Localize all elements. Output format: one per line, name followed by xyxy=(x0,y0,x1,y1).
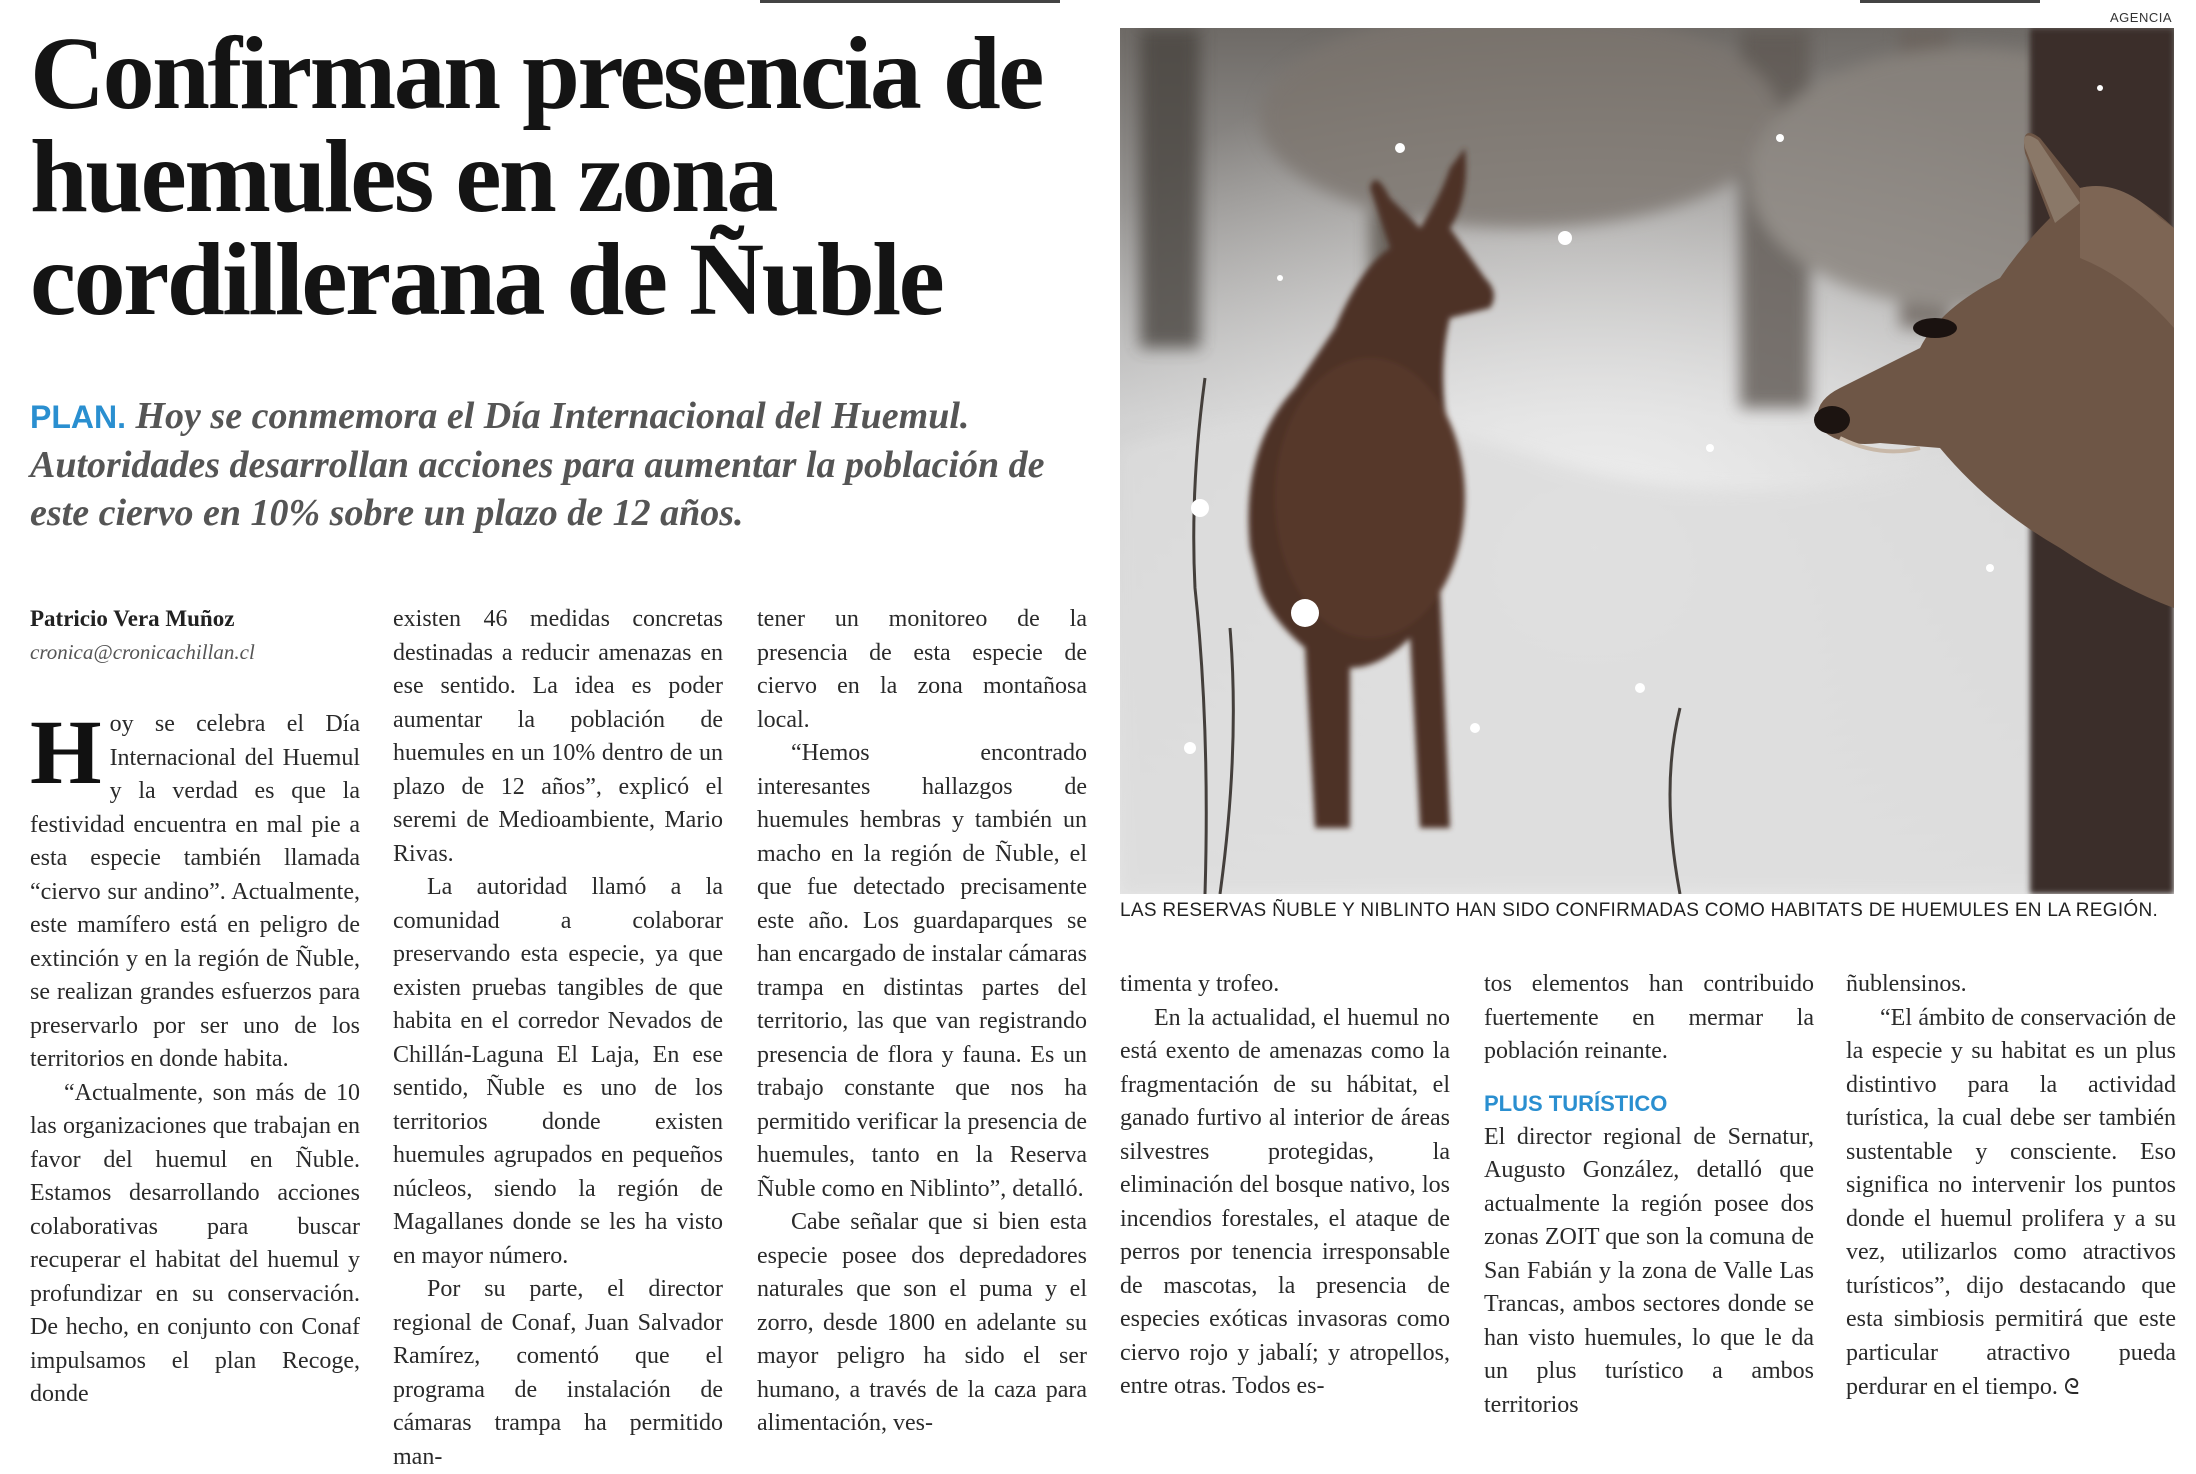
byline xyxy=(30,602,360,668)
deck xyxy=(30,392,1110,537)
author-name: Patricio Vera Muñoz xyxy=(30,606,235,631)
article-column-6 xyxy=(1846,968,2176,1405)
end-mark-icon: ᘓ xyxy=(2063,1374,2080,1399)
paragraph: “El ámbito de conservación de la especie y su habitat es un plus distintivo para la actividad turística, la cual debe ser también sustentable y consciente. Eso significa no intervenir los puntos donde el huemul prolifera y a su vez, utilizarlos como atractivos turísticos”, dijo destacando que esta simbiosis permitirá que este particular atractivo pueda perdurar en el tiempo. ᘓ xyxy=(1846,1004,2176,1400)
author-email[interactable]: cronica@cronicachillan.cl xyxy=(30,640,255,664)
photo-credit: AGENCIA xyxy=(2109,10,2172,25)
paragraph: ñublensinos. xyxy=(1846,971,1967,997)
top-rule-left xyxy=(760,0,1060,3)
photo-caption: LAS RESERVAS ÑUBLE Y NIBLINTO HAN SIDO CONFIRMADAS COMO HABITATS DE HUEMULES EN LA REGIÓN. xyxy=(1120,900,2159,921)
huemul-photo xyxy=(1120,28,2174,894)
paragraph: timenta y trofeo. xyxy=(1120,971,1280,997)
drop-cap: H xyxy=(30,701,102,803)
article-column-3 xyxy=(757,603,1087,1441)
article-column-2 xyxy=(393,603,723,1474)
paragraph: En la actualidad, el huemul no está exento de amenazas como la fragmentación de su hábitat, el ganado furtivo al interior de áreas silvestres protegidas, la eliminación del bosque nativo, los incendios forestales, el ataque de perros por tenencia irresponsable de mascotas, la presencia de especies exóticas invasoras como ciervo rojo y jabalí; y atropellos, entre otras. Todos es- xyxy=(1120,1004,1450,1399)
huemul-illustration xyxy=(1120,28,2174,894)
paragraph: “Hemos encontrado interesantes hallazgos de huemules hembras y también un macho en la región de Ñuble, el que fue detectado precisamente este año. Los guardaparques se han encargado de instalar cámaras trampa en distintas partes del territorio, las que van registrando presencia de flora y fauna. Es un trabajo constante que nos ha permitido verificar la presencia de huemules, tanto en la Reserva Ñuble como en Niblinto”, detalló. xyxy=(757,740,1087,1202)
paragraph: “Actualmente, son más de 10 las organizaciones que trabajan en favor del huemul en Ñuble. Estamos desarrollando acciones colaborativas para buscar recuperar el habitat del huemul y profundizar en su conservación. De hecho, en conjunto con Conaf impulsamos el plan Recoge, donde xyxy=(30,1079,360,1407)
article-column-4 xyxy=(1120,968,1450,1404)
paragraph: existen 46 medidas concretas destinadas a reducir amenazas en ese sentido. La idea es poder aumentar la población de huemules en un 10% dentro de un plazo de 12 años”, explicó el seremi de Medioambiente, Mario Rivas. xyxy=(393,606,723,867)
paragraph: Hoy se celebra el Día Internacional del Huemul y la verdad es que la festividad encuentra en mal pie a esta especie también llamada “ciervo sur andino”. Actualmente, este mamífero está en peligro de extinción y en la región de Ñuble, se realizan grandes esfuerzos para preservarlo por ser uno de los territorios en donde habita. xyxy=(30,701,360,1072)
top-rule-right xyxy=(1860,0,2040,3)
paragraph: El director regional de Sernatur, Augusto González, detalló que actualmente la región posee dos zonas ZOIT que son la comuna de San Fabián y la zona de Valle Las Trancas, ambos sectores donde se han visto huemules, lo que le da un plus turístico a ambos territorios xyxy=(1484,1123,1814,1418)
subhead-plus-turistico: PLUS TURÍSTICO xyxy=(1484,1090,1668,1116)
deck-kicker: PLAN. xyxy=(30,399,126,435)
paragraph: tos elementos han contribuido fuertemente en mermar la población reinante. xyxy=(1484,971,1814,1064)
headline: Confirman presencia de huemules en zona cordillerana de Ñuble xyxy=(30,16,1042,337)
paragraph: tener un monitoreo de la presencia de esta especie de ciervo en la zona montañosa local. xyxy=(757,606,1087,733)
paragraph: Cabe señalar que si bien esta especie posee dos depredadores naturales que son el puma y el zorro, desde 1800 en adelante su mayor peligro ha sido el ser humano, a través de la caza para alimentación, ves- xyxy=(757,1209,1087,1436)
paragraph: La autoridad llamó a la comunidad a colaborar preservando esta especie, ya que existen pruebas tangibles de que habita en el corredor Nevados de Chillán-Laguna El Laja, En ese sentido, Ñuble es uno de los territorios donde existen huemules agrupados en pequeños núcleos, siendo la región de Magallanes donde se les ha visto en mayor número. xyxy=(393,874,723,1269)
article-column-1 xyxy=(30,701,360,1412)
paragraph: Por su parte, el director regional de Conaf, Juan Salvador Ramírez, comentó que el programa de instalación de cámaras trampa ha permitido man- xyxy=(393,1276,723,1470)
article-column-5 xyxy=(1484,968,1814,1422)
deck-text: Hoy se conmemora el Día Internacional del Huemul. Autoridades desarrollan acciones para aumentar la población de este ciervo en 10% sobre un plazo de 12 años. xyxy=(30,395,1045,534)
